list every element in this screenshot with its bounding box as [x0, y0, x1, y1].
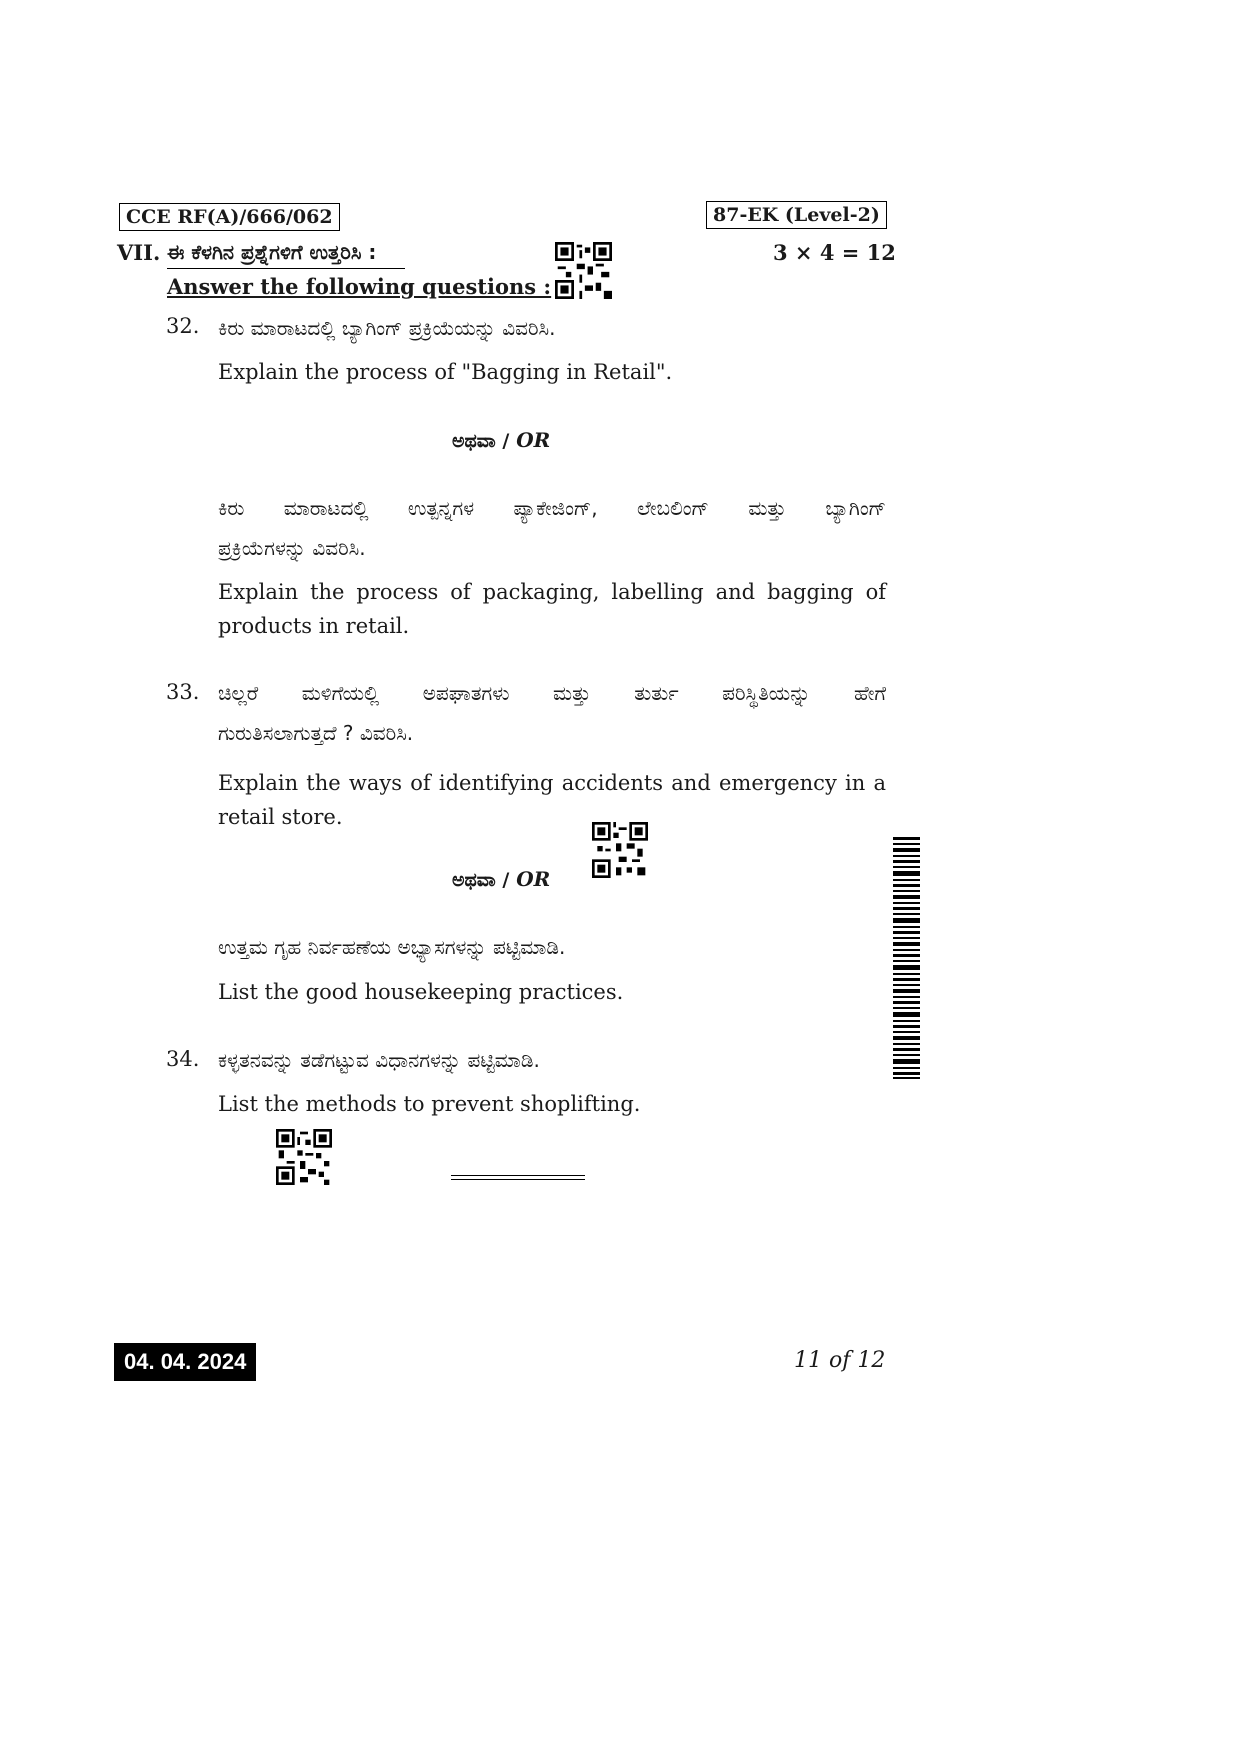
question-text-english: List the methods to prevent shoplifting.	[218, 1092, 641, 1116]
question-text-kannada-line: ಚಿಲ್ಲರೆ ಮಳಿಗೆಯಲ್ಲಿ ಅಪಘಾತಗಳು ಮತ್ತು ತುರ್ತು ಪರಿಸ್ಥಿತಿಯನ್ನು ಹೇಗೆ	[218, 681, 886, 705]
question-number: 33.	[166, 680, 200, 704]
question-text-english-line: retail store.	[218, 805, 343, 829]
question-number: 32.	[166, 314, 200, 338]
question-text-english-line: Explain the ways of identifying accidents and emergency in a	[218, 771, 886, 795]
question-text-kannada: ಕಿರು ಮಾರಾಟದಲ್ಲಿ ಬ್ಯಾಗಿಂಗ್ ಪ್ರಕ್ರಿಯೆಯನ್ನು ವಿವರಿಸಿ.	[218, 316, 556, 340]
or-divider	[452, 428, 550, 452]
or-label-kannada: ಅಥವಾ /	[452, 430, 510, 452]
or-label-english: OR	[516, 428, 551, 452]
question-alt-kannada-line: ಕಿರು ಮಾರಾಟದಲ್ಲಿ ಉತ್ಪನ್ನಗಳ ಪ್ಯಾಕೇಜಿಂಗ್, ಲೇಬಲಿಂಗ್ ಮತ್ತು ಬ್ಯಾಗಿಂಗ್	[218, 496, 886, 520]
question-text-english: Explain the process of "Bagging in Retail".	[218, 360, 673, 384]
paper-code-left: CCE RF(A)/666/062	[119, 203, 340, 231]
section-title-english: Answer the following questions :	[167, 274, 552, 299]
qr-code-icon	[555, 242, 612, 299]
question-alt-english-line: products in retail.	[218, 614, 410, 638]
section-number: VII.	[117, 240, 161, 265]
qr-code-icon	[592, 822, 648, 878]
question-text-kannada: ಕಳ್ಳತನವನ್ನು ತಡೆಗಟ್ಟುವ ವಿಧಾನಗಳನ್ನು ಪಟ್ಟಿಮಾಡಿ.	[218, 1048, 540, 1072]
or-divider	[452, 867, 550, 891]
barcode-icon	[893, 837, 920, 1079]
section-title-kannada: ಈ ಕೆಳಗಿನ ಪ್ರಶ್ನೆಗಳಿಗೆ ಉತ್ತರಿಸಿ :	[167, 240, 405, 269]
qr-code-icon	[276, 1129, 332, 1185]
question-alt-english: List the good housekeeping practices.	[218, 980, 624, 1004]
section-marks: 3 × 4 = 12	[773, 240, 896, 265]
question-text-kannada-line: ಗುರುತಿಸಲಾಗುತ್ತದೆ ? ವಿವರಿಸಿ.	[218, 721, 414, 745]
question-alt-kannada: ಉತ್ತಮ ಗೃಹ ನಿರ್ವಹಣೆಯ ಅಭ್ಯಾಸಗಳನ್ನು ಪಟ್ಟಿಮಾಡಿ.	[218, 935, 566, 959]
question-number: 34.	[166, 1047, 200, 1071]
or-label-kannada: ಅಥವಾ /	[452, 869, 510, 891]
end-rule	[451, 1175, 585, 1180]
question-alt-kannada-line: ಪ್ರಕ್ರಿಯೆಗಳನ್ನು ವಿವರಿಸಿ.	[218, 536, 366, 560]
or-label-english: OR	[516, 867, 551, 891]
page-number: 11 of 12	[794, 1348, 886, 1373]
exam-date-badge: 04. 04. 2024	[114, 1343, 256, 1381]
paper-code-right: 87-EK (Level-2)	[706, 201, 887, 229]
question-alt-english-line: Explain the process of packaging, labelling and bagging of	[218, 580, 886, 604]
